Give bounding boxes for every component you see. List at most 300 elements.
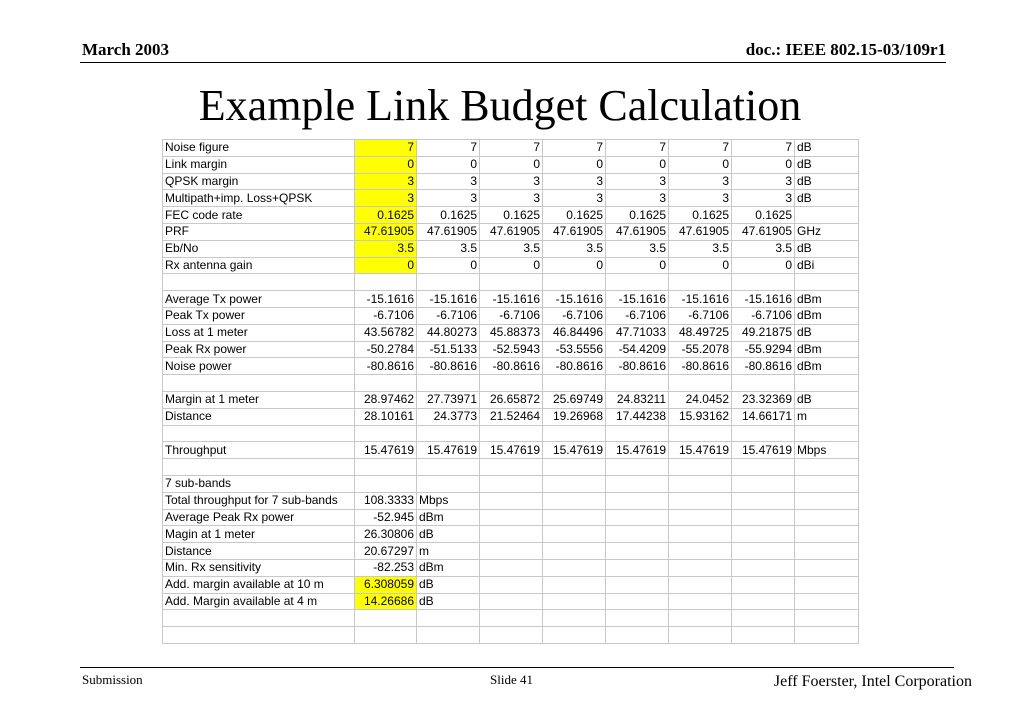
table-cell: QPSK margin [163,173,355,190]
table-cell [606,559,669,576]
table-cell: dBm [417,509,480,526]
table-cell: 28.97462 [355,391,417,408]
table-cell [732,593,795,610]
table-cell [480,509,543,526]
table-cell: Mbps [795,442,859,459]
table-cell [732,375,795,392]
table-cell: 3.5 [417,240,480,257]
table-cell: -55.9294 [732,341,795,358]
table-cell: -54.4209 [606,341,669,358]
table-cell [543,375,606,392]
table-cell [417,627,480,644]
table-cell [732,610,795,627]
header-date: March 2003 [82,40,170,59]
table-cell [795,593,859,610]
table-row [163,274,859,291]
table-cell [606,627,669,644]
table-cell: -53.5556 [543,341,606,358]
table-cell: 3 [543,190,606,207]
table-cell [669,576,732,593]
table-row [163,593,859,610]
table-cell [669,593,732,610]
table-cell: 3.5 [355,240,417,257]
table-cell: 3 [669,173,732,190]
table-row [163,375,859,392]
table-cell: 0 [543,257,606,274]
table-cell [480,543,543,560]
table-row [163,576,859,593]
table-row [163,543,859,560]
table-cell: 3 [355,190,417,207]
table-cell: Link margin [163,156,355,173]
table-cell [163,610,355,627]
table-cell: -15.1616 [732,291,795,308]
table-cell: 14.26686 [355,593,417,610]
table-cell: 0 [732,156,795,173]
table-cell [606,492,669,509]
table-cell: 7 [417,140,480,157]
table-cell: 47.61905 [417,223,480,240]
table-cell: -80.8616 [355,358,417,375]
table-cell [732,559,795,576]
table-cell: 49.21875 [732,324,795,341]
table-cell [543,627,606,644]
header-doc-id: doc.: IEEE 802.15-03/109r1 [745,40,946,59]
table-cell [163,274,355,291]
table-cell [606,593,669,610]
table-cell: dBm [795,341,859,358]
table-cell [417,375,480,392]
table-cell: 0 [480,156,543,173]
table-cell: dB [795,173,859,190]
table-row [163,207,859,224]
table-cell: 3 [543,173,606,190]
slide-title: Example Link Budget Calculation [198,81,802,130]
table-cell: Add. Margin available at 4 m [163,593,355,610]
table-cell: -15.1616 [543,291,606,308]
table-cell: Distance [163,408,355,425]
table-cell [355,475,417,492]
table-cell [732,274,795,291]
table-cell [732,526,795,543]
table-cell: GHz [795,223,859,240]
table-cell [669,543,732,560]
table-row [163,559,859,576]
table-row [163,408,859,425]
table-cell: 0.1625 [669,207,732,224]
table-cell [480,475,543,492]
table-cell [795,576,859,593]
table-cell: 26.30806 [355,526,417,543]
table-cell: 7 [732,140,795,157]
table-cell: Average Peak Rx power [163,509,355,526]
table-cell: -15.1616 [480,291,543,308]
table-cell [543,459,606,476]
table-row [163,509,859,526]
table-cell: -6.7106 [732,307,795,324]
table-cell [606,375,669,392]
table-cell: FEC code rate [163,207,355,224]
table-cell [480,459,543,476]
table-cell [795,425,859,442]
table-cell: 3.5 [543,240,606,257]
table-cell: 3.5 [480,240,543,257]
table-cell: 15.47619 [543,442,606,459]
table-cell [669,627,732,644]
table-cell [163,425,355,442]
table-cell [543,475,606,492]
table-cell: -52.5943 [480,341,543,358]
table-row [163,492,859,509]
table-cell: -51.5133 [417,341,480,358]
table-cell: 0 [480,257,543,274]
table-cell: 0 [417,257,480,274]
table-cell [795,526,859,543]
table-cell [669,559,732,576]
table-cell [543,492,606,509]
table-cell [795,492,859,509]
table-cell [669,526,732,543]
table-cell: Peak Rx power [163,341,355,358]
table-cell [795,274,859,291]
table-cell: dB [795,156,859,173]
footer-slide-number: Slide 41 [490,672,533,687]
table-cell: -6.7106 [355,307,417,324]
table-cell [606,459,669,476]
table-cell: -80.8616 [417,358,480,375]
table-cell: dB [795,240,859,257]
table-cell [543,543,606,560]
table-cell: 21.52464 [480,408,543,425]
table-row [163,324,859,341]
table-cell: 7 [669,140,732,157]
table-cell: -15.1616 [417,291,480,308]
table-row [163,173,859,190]
table-cell [669,475,732,492]
table-cell: 0.1625 [355,207,417,224]
table-cell: 25.69749 [543,391,606,408]
table-cell: 15.47619 [417,442,480,459]
table-cell: 3 [606,190,669,207]
table-cell: 28.10161 [355,408,417,425]
table-cell [163,459,355,476]
table-cell [355,274,417,291]
table-cell: Peak Tx power [163,307,355,324]
table-cell [480,274,543,291]
table-cell [480,559,543,576]
table-row [163,526,859,543]
table-cell [480,610,543,627]
table-row [163,341,859,358]
link-budget-table [162,139,859,644]
table-cell: 0 [669,156,732,173]
table-cell [669,425,732,442]
table-cell [480,593,543,610]
table-cell: 24.0452 [669,391,732,408]
table-cell [732,576,795,593]
table-cell [480,375,543,392]
table-cell: -15.1616 [355,291,417,308]
table-cell: dBm [795,307,859,324]
table-cell: -80.8616 [606,358,669,375]
table-cell: -6.7106 [543,307,606,324]
table-cell [606,610,669,627]
table-cell: -80.8616 [732,358,795,375]
table-cell: 3.5 [732,240,795,257]
table-cell: PRF [163,223,355,240]
table-cell [795,475,859,492]
table-cell: 15.47619 [606,442,669,459]
table-cell [480,492,543,509]
table-cell [606,475,669,492]
table-cell [669,459,732,476]
table-cell [606,526,669,543]
table-cell [606,576,669,593]
table-cell: -6.7106 [480,307,543,324]
table-cell: Add. margin available at 10 m [163,576,355,593]
table-row [163,240,859,257]
table-cell [417,475,480,492]
table-cell: 0 [355,156,417,173]
table-cell [417,610,480,627]
table-cell [732,492,795,509]
table-cell [480,526,543,543]
link-budget-spreadsheet [162,139,859,644]
table-cell: 15.47619 [355,442,417,459]
table-cell: Distance [163,543,355,560]
footer-author: Jeff Foerster, Intel Corporation [773,673,972,690]
table-cell: 47.61905 [480,223,543,240]
table-cell [543,593,606,610]
table-cell: 0 [669,257,732,274]
table-cell: 19.26968 [543,408,606,425]
table-cell: 3 [732,190,795,207]
table-cell: -82.253 [355,559,417,576]
table-cell [669,274,732,291]
table-cell: 7 [480,140,543,157]
table-cell [606,509,669,526]
table-cell: 47.61905 [732,223,795,240]
table-cell: 15.47619 [669,442,732,459]
table-cell: dBm [795,291,859,308]
table-cell: 47.61905 [669,223,732,240]
table-cell: 47.61905 [543,223,606,240]
table-cell: 3 [480,190,543,207]
table-cell [732,475,795,492]
table-row [163,223,859,240]
table-row [163,425,859,442]
table-cell: 24.83211 [606,391,669,408]
table-cell: dB [795,391,859,408]
table-cell: 27.73971 [417,391,480,408]
table-cell: 15.93162 [669,408,732,425]
table-cell: 3 [417,173,480,190]
table-cell: 0 [355,257,417,274]
table-cell: 7 sub-bands [163,475,355,492]
table-cell: Eb/No [163,240,355,257]
table-row [163,156,859,173]
table-cell: 6.308059 [355,576,417,593]
table-row [163,459,859,476]
table-cell: -15.1616 [669,291,732,308]
table-cell [163,627,355,644]
footer-submission: Submission [82,672,143,687]
table-cell [355,459,417,476]
table-cell [606,425,669,442]
header-rule [80,62,946,63]
table-cell: 3.5 [669,240,732,257]
table-cell [795,509,859,526]
table-cell: dB [795,190,859,207]
table-cell: Mbps [417,492,480,509]
table-cell [543,610,606,627]
table-cell [732,543,795,560]
table-cell: 47.61905 [355,223,417,240]
table-row [163,358,859,375]
table-cell: 24.3773 [417,408,480,425]
table-cell: 3 [732,173,795,190]
table-cell: Min. Rx sensitivity [163,559,355,576]
table-cell [417,274,480,291]
table-cell: 0 [543,156,606,173]
table-cell [795,559,859,576]
table-cell [732,425,795,442]
table-cell [480,576,543,593]
table-cell: m [795,408,859,425]
table-row [163,190,859,207]
table-cell: -15.1616 [606,291,669,308]
table-cell: 45.88373 [480,324,543,341]
table-cell [669,492,732,509]
table-cell [355,627,417,644]
table-cell: Magin at 1 meter [163,526,355,543]
table-cell: Noise figure [163,140,355,157]
table-cell: dB [795,140,859,157]
table-cell [795,543,859,560]
table-cell: 44.80273 [417,324,480,341]
table-cell: Noise power [163,358,355,375]
table-cell [606,543,669,560]
table-cell [543,425,606,442]
table-cell: -6.7106 [606,307,669,324]
table-cell [732,459,795,476]
table-cell [669,610,732,627]
table-cell [417,459,480,476]
table-cell: -52.945 [355,509,417,526]
table-cell [543,559,606,576]
table-cell: -55.2078 [669,341,732,358]
table-row [163,610,859,627]
table-cell: Multipath+imp. Loss+QPSK [163,190,355,207]
table-cell [606,274,669,291]
table-cell [543,274,606,291]
table-cell: dB [417,576,480,593]
table-cell: 0 [417,156,480,173]
table-cell [795,375,859,392]
table-row [163,391,859,408]
table-cell: 23.32369 [732,391,795,408]
table-cell: 0.1625 [480,207,543,224]
table-cell: m [417,543,480,560]
table-cell: 0.1625 [417,207,480,224]
table-row [163,140,859,157]
table-cell: 3 [417,190,480,207]
table-cell: dBi [795,257,859,274]
table-row [163,627,859,644]
table-cell: -80.8616 [480,358,543,375]
table-cell: -80.8616 [543,358,606,375]
table-cell: Total throughput for 7 sub-bands [163,492,355,509]
table-cell: 46.84496 [543,324,606,341]
table-cell: 26.65872 [480,391,543,408]
table-cell: dB [417,526,480,543]
table-cell [417,425,480,442]
table-cell: Throughput [163,442,355,459]
table-cell: 7 [543,140,606,157]
table-cell: 20.67297 [355,543,417,560]
table-row [163,307,859,324]
table-cell [543,526,606,543]
table-cell [163,375,355,392]
table-cell: 3 [606,173,669,190]
table-cell: Rx antenna gain [163,257,355,274]
table-cell: Average Tx power [163,291,355,308]
table-cell [355,610,417,627]
table-cell: dBm [417,559,480,576]
table-cell: 17.44238 [606,408,669,425]
table-cell [355,375,417,392]
table-cell: -6.7106 [669,307,732,324]
table-cell [732,627,795,644]
table-cell: dB [417,593,480,610]
table-cell: Margin at 1 meter [163,391,355,408]
table-cell: 15.47619 [732,442,795,459]
table-cell: 15.47619 [480,442,543,459]
table-cell: 0.1625 [606,207,669,224]
table-row [163,475,859,492]
table-cell [669,375,732,392]
table-row [163,257,859,274]
table-cell: 0.1625 [543,207,606,224]
table-cell [480,425,543,442]
table-cell: 3 [669,190,732,207]
table-cell [732,509,795,526]
table-cell: dB [795,324,859,341]
table-cell [669,509,732,526]
table-cell: 7 [355,140,417,157]
table-cell: -6.7106 [417,307,480,324]
table-cell: 108.3333 [355,492,417,509]
table-cell: dBm [795,358,859,375]
table-row [163,291,859,308]
table-cell: -50.2784 [355,341,417,358]
table-cell: 47.61905 [606,223,669,240]
table-cell [543,576,606,593]
table-cell [795,627,859,644]
table-cell: 3 [355,173,417,190]
table-cell [795,459,859,476]
table-cell: 14.66171 [732,408,795,425]
table-cell [795,207,859,224]
table-cell [355,425,417,442]
table-cell: 48.49725 [669,324,732,341]
table-cell: 0 [606,257,669,274]
table-cell: 47.71033 [606,324,669,341]
table-cell [480,627,543,644]
table-cell: Loss at 1 meter [163,324,355,341]
table-cell: 0 [732,257,795,274]
table-cell [543,509,606,526]
